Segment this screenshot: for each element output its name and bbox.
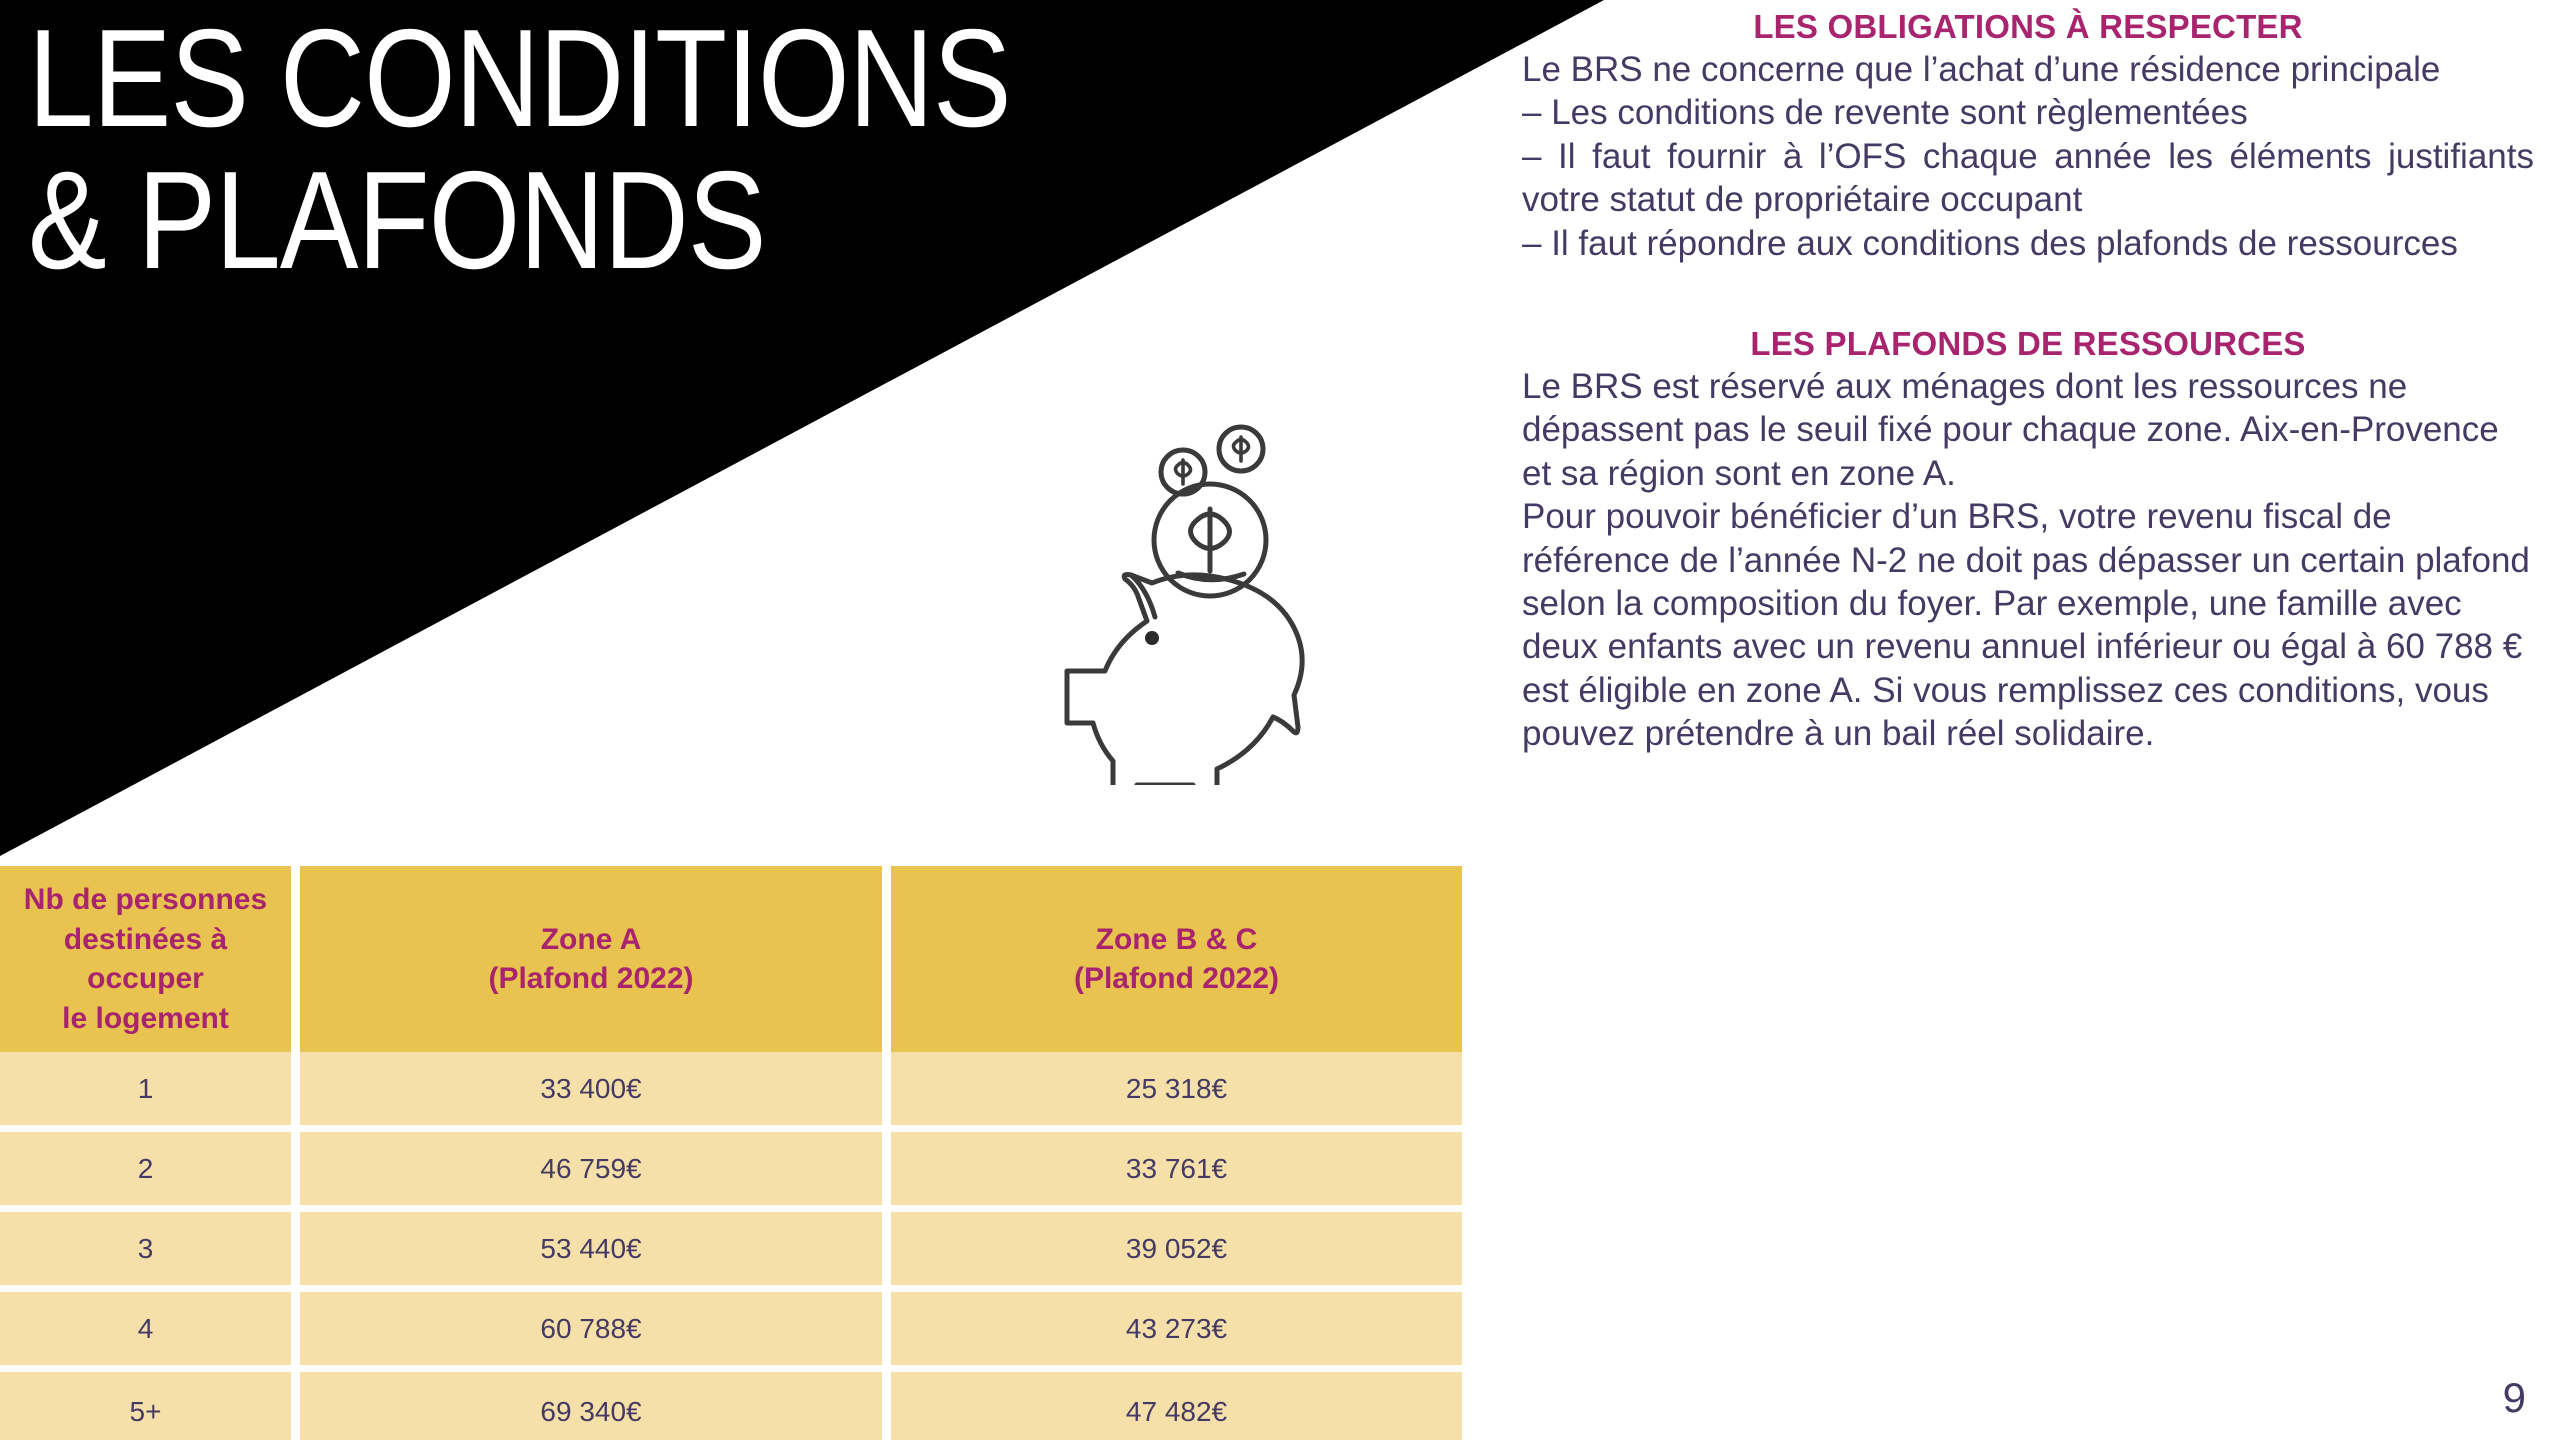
cell-zone-a: 60 788€ [300, 1292, 891, 1372]
table-row [0, 1132, 1462, 1212]
table-row [0, 1052, 1462, 1132]
paragraph-line: – Il faut fournir à l’OFS chaque année les éléments justifiants votre statut de propriétaire occupant [1522, 136, 2534, 220]
right-text-column [1522, 0, 2534, 755]
table-row [0, 1212, 1462, 1292]
header-line: Nb de personnes [23, 883, 268, 916]
cell-zone-a: 53 440€ [300, 1212, 891, 1292]
column-header-nb-personnes [0, 866, 300, 1052]
section-plafonds [1522, 325, 2534, 756]
section-obligations [1522, 0, 2534, 265]
column-header-zone-bc [891, 866, 1462, 1052]
cell-nb-personnes: 4 [0, 1292, 300, 1372]
cell-zone-bc: 47 482€ [891, 1372, 1462, 1440]
header-line: Zone A [540, 922, 642, 956]
header-line: Zone B & C [1095, 922, 1258, 956]
table-row [0, 1372, 1462, 1440]
page-title [28, 0, 1011, 299]
cell-nb-personnes: 3 [0, 1212, 300, 1292]
paragraph-line: Le BRS est réservé aux ménages dont les ressources ne dépassent pas le seuil fixé pour chaque zone. Aix-en-Provence et sa région sont en zone A. [1522, 366, 2499, 493]
title-line-1: LES CONDITIONS [28, 0, 1011, 157]
paragraph-line: Pour pouvoir bénéficier d’un BRS, votre revenu fiscal de référence de l’année N-2 ne doit pas dépasser un certain plafond selon la composition du foyer. Par exemple, une famille avec deux enfants avec un revenu annuel inférieur ou égal à 60 788 € est éligible en zone A. Si vous remplissez ces conditions, vous pouvez prétendre à un bail réel solidaire. [1522, 497, 2530, 754]
section-body-plafonds [1522, 365, 2534, 756]
cell-zone-a: 69 340€ [300, 1372, 891, 1440]
cell-zone-a: 33 400€ [300, 1052, 891, 1132]
paragraph-line: – Il faut répondre aux conditions des plafonds de ressources [1522, 223, 2458, 263]
cell-nb-personnes: 5+ [0, 1372, 300, 1440]
header-line: (Plafond 2022) [488, 962, 694, 996]
cell-nb-personnes: 2 [0, 1132, 300, 1212]
section-heading-obligations: LES OBLIGATIONS À RESPECTER [1753, 8, 2303, 45]
header-line: destinées à occuper [63, 922, 228, 996]
section-heading-plafonds: LES PLAFONDS DE RESSOURCES [1750, 324, 2306, 362]
piggy-bank-icon [1035, 410, 1385, 785]
table-body [0, 1052, 1462, 1440]
title-line-2: & PLAFONDS [28, 142, 766, 299]
header-line: (Plafond 2022) [1073, 962, 1280, 996]
cell-nb-personnes: 1 [0, 1052, 300, 1132]
cell-zone-bc: 43 273€ [891, 1292, 1462, 1372]
column-header-zone-a [300, 866, 891, 1052]
plafonds-table [0, 866, 1462, 1440]
cell-zone-bc: 33 761€ [891, 1132, 1462, 1212]
paragraph-line: – Les conditions de revente sont règlementées [1522, 93, 2248, 133]
header-line: le logement [62, 1001, 229, 1035]
cell-zone-a: 46 759€ [300, 1132, 891, 1212]
section-body-obligations [1522, 48, 2534, 265]
cell-zone-bc: 39 052€ [891, 1212, 1462, 1292]
page-number: 9 [2502, 1374, 2526, 1421]
table-row [0, 1292, 1462, 1372]
cell-zone-bc: 25 318€ [891, 1052, 1462, 1132]
paragraph-line: Le BRS ne concerne que l’achat d’une résidence principale [1522, 50, 2441, 89]
table-header-row [0, 866, 1462, 1052]
